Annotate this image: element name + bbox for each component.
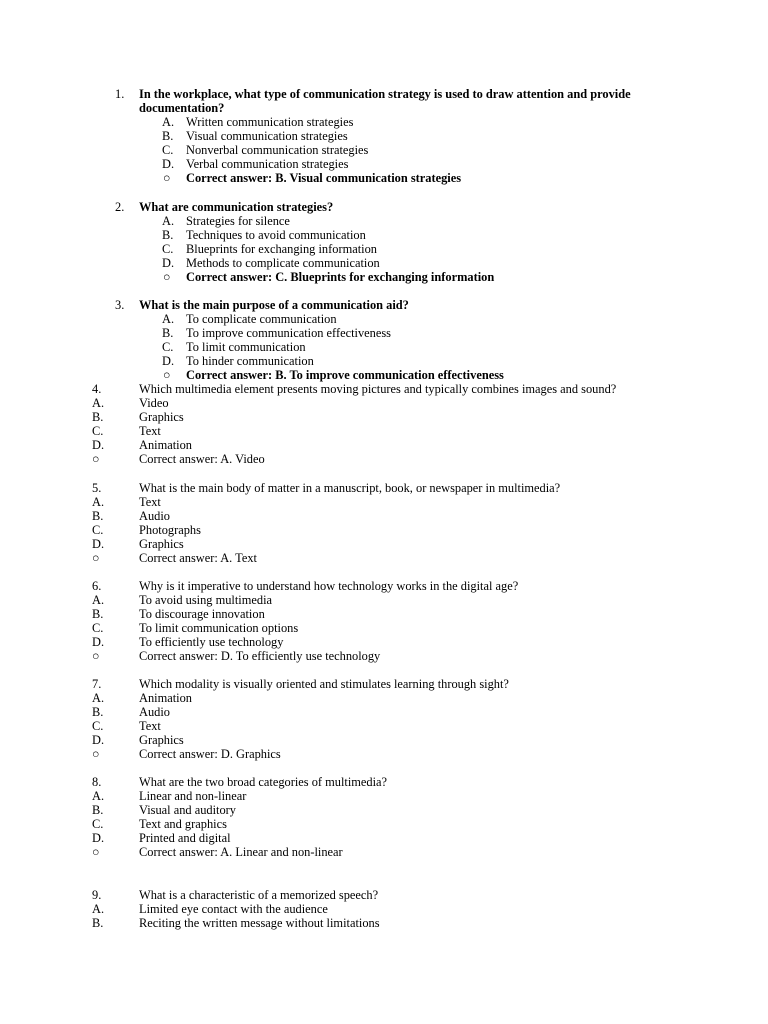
question-number: 3. <box>115 298 125 312</box>
option-text: Visual communication strategies <box>186 129 348 143</box>
question-text: What are the two broad categories of multimedia? <box>139 775 388 789</box>
option-letter: A. <box>92 789 105 803</box>
option-letter: A. <box>92 593 105 607</box>
correct-answer: Correct answer: B. Visual communication strategies <box>186 171 462 185</box>
option-text: Printed and digital <box>139 831 231 845</box>
question-text: What are communication strategies? <box>139 200 334 214</box>
option-letter: B. <box>92 803 104 817</box>
option-letter: B. <box>92 410 104 424</box>
option-text: Text <box>139 495 161 509</box>
option-text: Linear and non-linear <box>139 789 247 803</box>
answer-bullet: ○ <box>92 845 100 859</box>
option-text: To avoid using multimedia <box>139 593 273 607</box>
question-text: What is the main purpose of a communication aid? <box>139 298 409 312</box>
answer-bullet: ○ <box>163 171 171 185</box>
question-number: 1. <box>115 87 125 101</box>
correct-answer: Correct answer: B. To improve communication effectiveness <box>186 368 504 382</box>
question-number: 4. <box>92 382 102 396</box>
option-letter: B. <box>92 916 104 930</box>
option-letter: B. <box>162 129 174 143</box>
option-letter: A. <box>92 495 105 509</box>
option-letter: C. <box>92 719 104 733</box>
option-letter: D. <box>92 733 105 747</box>
option-text: Text <box>139 424 161 438</box>
option-letter: C. <box>92 621 104 635</box>
option-letter: C. <box>92 424 104 438</box>
question-text: In the workplace, what type of communication strategy is used to draw attention and provide <box>139 87 631 101</box>
option-text: Audio <box>139 509 170 523</box>
option-text: Video <box>139 396 169 410</box>
option-letter: C. <box>162 143 174 157</box>
option-text: Techniques to avoid communication <box>186 228 366 242</box>
option-letter: B. <box>162 326 174 340</box>
correct-answer: Correct answer: A. Linear and non-linear <box>139 845 343 859</box>
option-text: Methods to complicate communication <box>186 256 380 270</box>
option-letter: D. <box>92 537 105 551</box>
option-letter: C. <box>162 340 174 354</box>
option-text: To limit communication options <box>139 621 299 635</box>
option-text: To hinder communication <box>186 354 314 368</box>
answer-bullet: ○ <box>92 747 100 761</box>
question-number: 9. <box>92 888 102 902</box>
option-text: To limit communication <box>186 340 306 354</box>
option-text: Limited eye contact with the audience <box>139 902 328 916</box>
answer-bullet: ○ <box>92 551 100 565</box>
option-letter: D. <box>162 256 175 270</box>
question-number: 6. <box>92 579 102 593</box>
question-text: What is a characteristic of a memorized speech? <box>139 888 379 902</box>
option-text: Strategies for silence <box>186 214 290 228</box>
option-text: Written communication strategies <box>186 115 354 129</box>
question-number: 7. <box>92 677 102 691</box>
option-letter: D. <box>92 831 105 845</box>
option-text: Graphics <box>139 410 184 424</box>
option-text: Blueprints for exchanging information <box>186 242 377 256</box>
option-letter: C. <box>162 242 174 256</box>
question-text: What is the main body of matter in a manuscript, book, or newspaper in multimedia? <box>139 481 561 495</box>
correct-answer: Correct answer: C. Blueprints for exchanging information <box>186 270 495 284</box>
answer-bullet: ○ <box>92 452 100 466</box>
option-text: To efficiently use technology <box>139 635 284 649</box>
question-number: 5. <box>92 481 102 495</box>
correct-answer: Correct answer: A. Text <box>139 551 257 565</box>
option-letter: A. <box>92 902 105 916</box>
answer-bullet: ○ <box>163 270 171 284</box>
option-text: Text <box>139 719 161 733</box>
option-text: Animation <box>139 438 192 452</box>
option-letter: D. <box>162 354 175 368</box>
option-text: Verbal communication strategies <box>186 157 349 171</box>
question-number: 8. <box>92 775 102 789</box>
option-letter: B. <box>92 509 104 523</box>
option-letter: D. <box>92 635 105 649</box>
option-text: Reciting the written message without limitations <box>139 916 380 930</box>
option-text: To discourage innovation <box>139 607 265 621</box>
option-text: Visual and auditory <box>139 803 236 817</box>
option-text: Graphics <box>139 733 184 747</box>
question-text: Why is it imperative to understand how technology works in the digital age? <box>139 579 519 593</box>
option-letter: B. <box>92 607 104 621</box>
answer-bullet: ○ <box>163 368 171 382</box>
question-text: Which modality is visually oriented and stimulates learning through sight? <box>139 677 509 691</box>
option-text: Animation <box>139 691 192 705</box>
option-text: Nonverbal communication strategies <box>186 143 369 157</box>
option-letter: C. <box>92 523 104 537</box>
option-letter: D. <box>162 157 175 171</box>
question-number: 2. <box>115 200 125 214</box>
option-text: Audio <box>139 705 170 719</box>
option-letter: A. <box>162 214 175 228</box>
option-text: To improve communication effectiveness <box>186 326 392 340</box>
option-text: Text and graphics <box>139 817 227 831</box>
option-letter: A. <box>92 396 105 410</box>
answer-bullet: ○ <box>92 649 100 663</box>
option-letter: C. <box>92 817 104 831</box>
question-text: Which multimedia element presents moving pictures and typically combines images and sound? <box>139 382 617 396</box>
option-text: To complicate communication <box>186 312 337 326</box>
option-letter: A. <box>162 115 175 129</box>
option-text: Graphics <box>139 537 184 551</box>
question-text: documentation? <box>139 101 225 115</box>
option-letter: B. <box>92 705 104 719</box>
option-letter: D. <box>92 438 105 452</box>
option-letter: A. <box>162 312 175 326</box>
correct-answer: Correct answer: A. Video <box>139 452 265 466</box>
correct-answer: Correct answer: D. Graphics <box>139 747 281 761</box>
correct-answer: Correct answer: D. To efficiently use technology <box>139 649 381 663</box>
option-letter: B. <box>162 228 174 242</box>
option-letter: A. <box>92 691 105 705</box>
option-text: Photographs <box>139 523 201 537</box>
